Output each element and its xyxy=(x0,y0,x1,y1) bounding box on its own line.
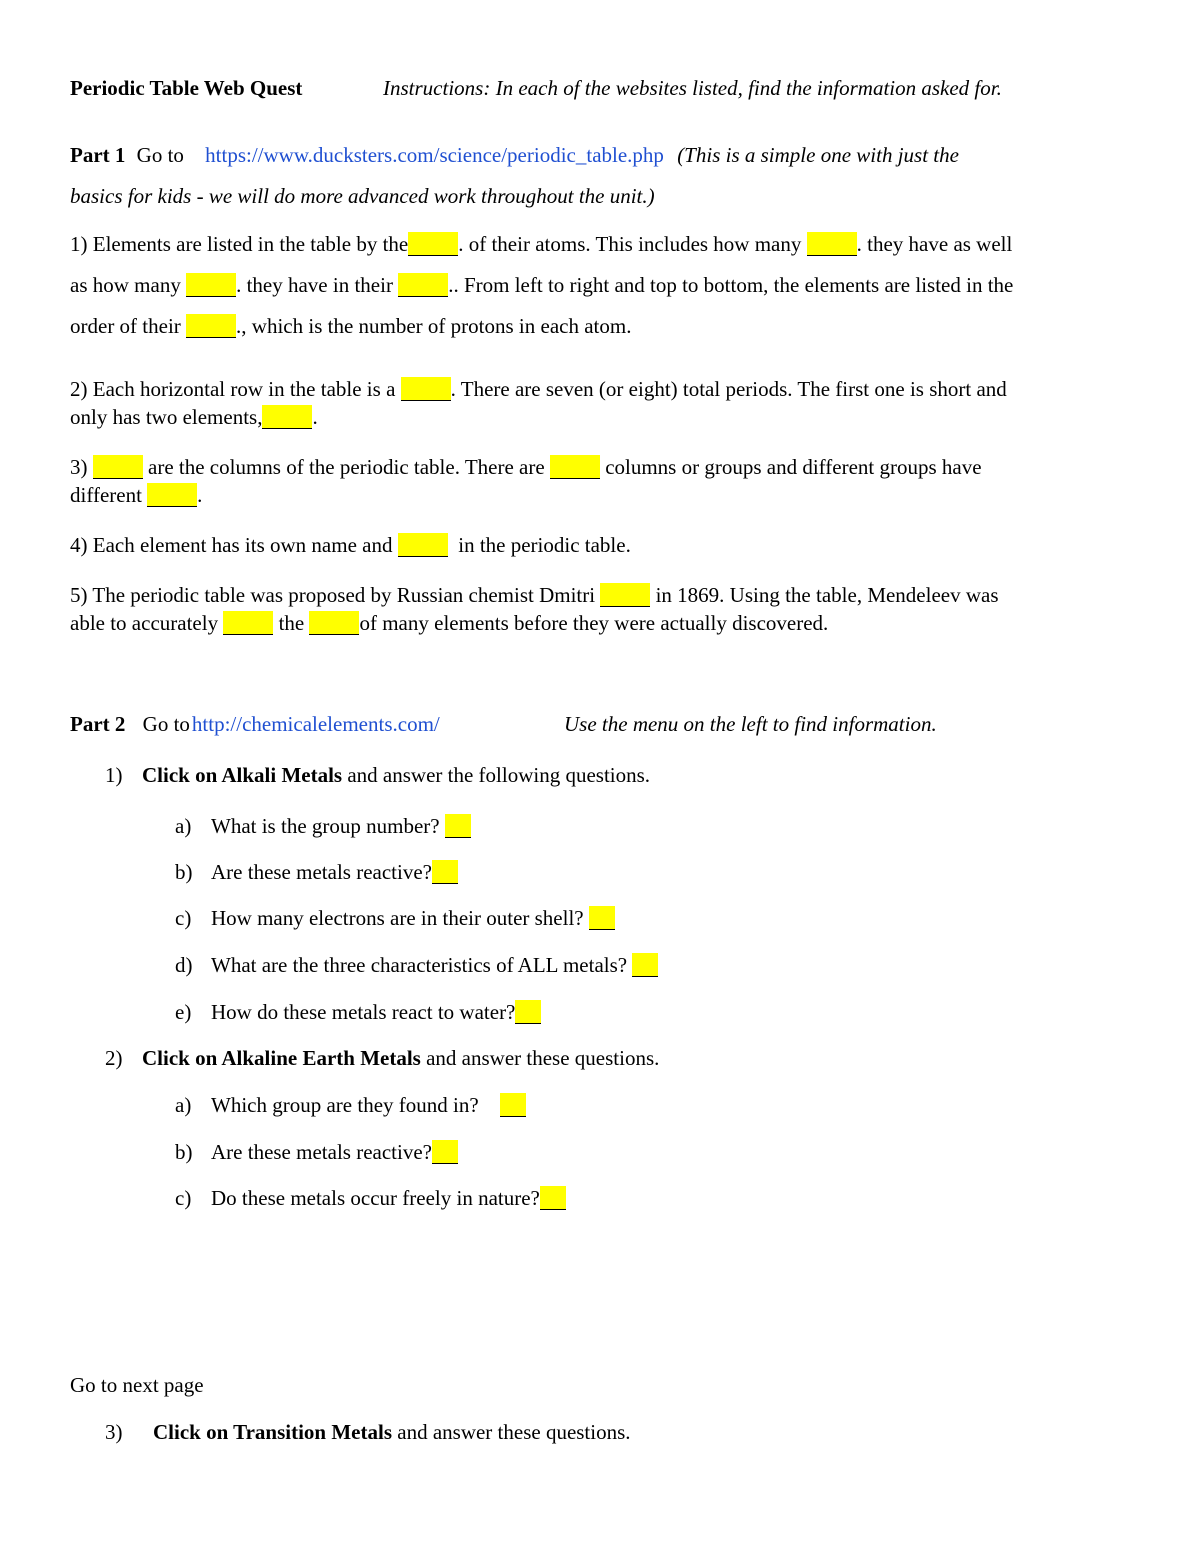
instructions: Instructions: In each of the websites listed, find the information asked for. xyxy=(383,76,1002,100)
answer-blank[interactable] xyxy=(432,1140,458,1164)
part1-goto: Go to xyxy=(136,143,184,167)
section-title: Click on Transition Metals xyxy=(153,1420,392,1444)
part2-goto: Go to xyxy=(142,712,190,736)
page-title: Periodic Table Web Quest xyxy=(70,76,303,100)
answer-blank[interactable] xyxy=(432,860,458,884)
answer-blank[interactable] xyxy=(589,906,615,930)
answer-blank[interactable] xyxy=(515,1000,541,1024)
part1-note-cont: basics for kids - we will do more advanced work throughout the unit.) xyxy=(70,184,655,208)
answer-blank[interactable] xyxy=(500,1093,526,1117)
answer-blank[interactable] xyxy=(408,232,458,256)
answer-blank[interactable] xyxy=(309,611,359,635)
answer-blank[interactable] xyxy=(186,273,236,297)
part2-label: Part 2 xyxy=(70,712,126,736)
answer-blank[interactable] xyxy=(632,953,658,977)
part1-label: Part 1 xyxy=(70,143,126,167)
part2-note: Use the menu on the left to find information. xyxy=(564,712,937,736)
section-title: Click on Alkaline Earth Metals xyxy=(142,1046,421,1070)
answer-blank[interactable] xyxy=(262,405,312,429)
answer-blank[interactable] xyxy=(398,533,448,557)
answer-blank[interactable] xyxy=(540,1186,566,1210)
next-page-note: Go to next page xyxy=(70,1373,204,1397)
answer-blank[interactable] xyxy=(600,583,650,607)
answer-blank[interactable] xyxy=(807,232,857,256)
part1-link[interactable]: https://www.ducksters.com/science/periodic_table.php xyxy=(205,143,664,167)
answer-blank[interactable] xyxy=(550,455,600,479)
answer-blank[interactable] xyxy=(401,377,451,401)
answer-blank[interactable] xyxy=(186,314,236,338)
part1-note: (This is a simple one with just the xyxy=(677,143,959,167)
part2-link[interactable]: http://chemicalelements.com/ xyxy=(191,712,440,736)
worksheet-page: Periodic Table Web Quest Instructions: In each of the websites listed, find the information asked for. Part 1 Go to https://www.ducksters.com/science/periodic_table.php (This is a simple one with just the basics for kids - we will do more advanced work throughout the unit.) 1) Elements are listed in the table by the . of their atoms. This includes how many . they have as well as how many . they have in their .. From left to right and top to bottom, the elements are listed in the order of their ., which is the number of protons in each atom. 2) Each horizontal row in the table is a . There are seven (or eight) total periods. The first one is short and only has two elements, . 3) are the columns of the periodic table. There are columns or groups and different groups have different . 4) Each element has its own name and in the periodic table. 5) The periodic table was proposed by Russian chemist Dmitri in 1869. Using the table, Mendeleev was able to accurately the of many elements before they were actually discovered. Part 2 Go tohttp://chemicalelements.com/ Use the menu on the left to find information. 1) Click on Alkali Metals and answer the following questions. a) What is the group number? b) Are these metals reactive? c) How many electrons are in their outer shell? d) What are the three characteristics of ALL metals? e) How do these metals react to water? 2) Click on Alkaline Earth Metals and answer these questions. a) Which group are they found in? b) Are these metals reactive? c) Do these metals occur freely in nature? Go to next page 3) Click on Transition Metals and answer these questions. xyxy=(70,76,1014,1444)
answer-blank[interactable] xyxy=(223,611,273,635)
answer-blank[interactable] xyxy=(93,455,143,479)
answer-blank[interactable] xyxy=(147,483,197,507)
answer-blank[interactable] xyxy=(398,273,448,297)
answer-blank[interactable] xyxy=(445,814,471,838)
section-title: Click on Alkali Metals xyxy=(142,763,343,787)
